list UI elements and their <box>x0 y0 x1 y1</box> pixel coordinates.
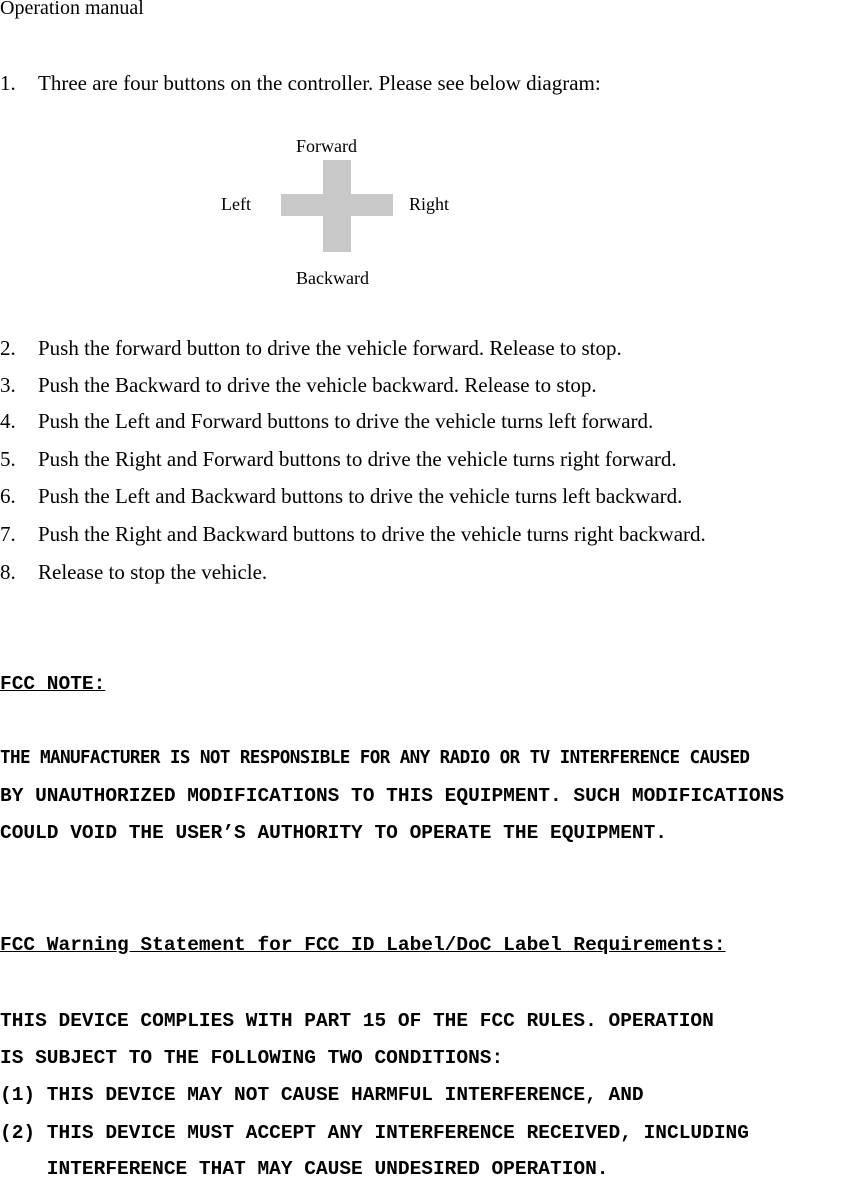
left-label: Left <box>221 194 251 214</box>
list-number: 4. <box>0 409 16 433</box>
list-number: 7. <box>0 522 16 546</box>
fcc-warning-heading: FCC Warning Statement for FCC ID Label/DoC Label Requirements: <box>0 934 726 956</box>
list-number: 3. <box>0 373 16 397</box>
list-number: 1. <box>0 71 16 95</box>
fcc-note-line: COULD VOID THE USER’S AUTHORITY TO OPERATE THE EQUIPMENT. <box>0 822 668 844</box>
fcc-warning-line: IS SUBJECT TO THE FOLLOWING TWO CONDITIONS: <box>0 1047 504 1069</box>
right-label: Right <box>409 194 450 214</box>
fcc-warning-line: (2) THIS DEVICE MUST ACCEPT ANY INTERFERENCE RECEIVED, INCLUDING <box>0 1122 749 1144</box>
list-number: 5. <box>0 447 16 471</box>
list-text: Release to stop the vehicle. <box>38 560 268 584</box>
list-text: Push the forward button to drive the vehicle forward. Release to stop. <box>38 336 622 360</box>
list-text: Push the Right and Backward buttons to drive the vehicle turns right backward. <box>38 522 706 546</box>
fcc-note-line: BY UNAUTHORIZED MODIFICATIONS TO THIS EQUIPMENT. SUCH MODIFICATIONS <box>0 785 785 807</box>
page-title: Operation manual <box>0 0 144 19</box>
backward-label: Backward <box>296 268 369 288</box>
forward-label: Forward <box>296 136 357 156</box>
list-number: 8. <box>0 560 16 584</box>
list-text: Push the Backward to drive the vehicle backward. Release to stop. <box>38 373 597 397</box>
fcc-warning-line: THIS DEVICE COMPLIES WITH PART 15 OF THE FCC RULES. OPERATION <box>0 1010 714 1032</box>
dpad-horizontal-bar <box>281 194 393 216</box>
fcc-warning-line: INTERFERENCE THAT MAY CAUSE UNDESIRED OPERATION. <box>0 1158 609 1180</box>
list-number: 2. <box>0 336 16 360</box>
fcc-warning-line: (1) THIS DEVICE MAY NOT CAUSE HARMFUL INTERFERENCE, AND <box>0 1084 644 1106</box>
fcc-note-heading: FCC NOTE: <box>0 673 106 695</box>
list-text: Three are four buttons on the controller. Please see below diagram: <box>38 71 601 95</box>
fcc-note-line: THE MANUFACTURER IS NOT RESPONSIBLE FOR ANY RADIO OR TV INTERFERENCE CAUSED <box>0 748 750 768</box>
list-text: Push the Left and Forward buttons to drive the vehicle turns left forward. <box>38 409 654 433</box>
list-text: Push the Right and Forward buttons to drive the vehicle turns right forward. <box>38 447 677 471</box>
list-text: Push the Left and Backward buttons to drive the vehicle turns left backward. <box>38 484 683 508</box>
list-number: 6. <box>0 484 16 508</box>
